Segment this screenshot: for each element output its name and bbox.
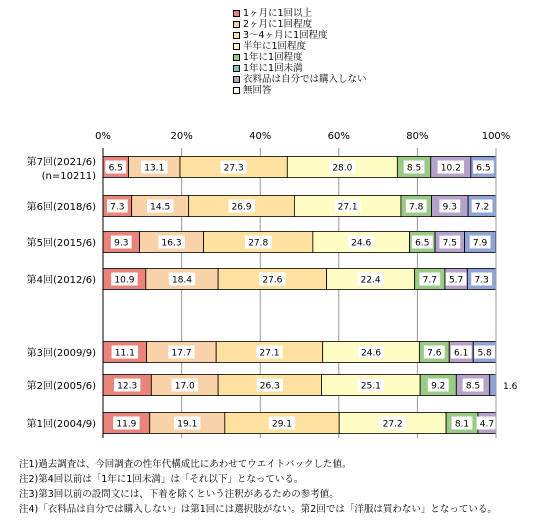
data-label: 26.9: [231, 202, 252, 213]
legend-label: 1ヶ月に1回以上: [243, 8, 313, 19]
data-label: 14.5: [150, 202, 171, 213]
note-3: 注3)第3回以前の設問文には、下着を除くという注釈があるための参考値。: [19, 489, 339, 500]
data-label: 11.9: [116, 419, 137, 430]
data-label: 9.3: [442, 202, 457, 213]
data-label: 5.8: [477, 348, 492, 359]
data-label: 7.7: [422, 275, 437, 286]
data-label: 8.5: [406, 163, 422, 174]
row-label: 第7回(2021/6): [26, 157, 96, 168]
legend-label: 3～4ヶ月に1回程度: [243, 30, 328, 41]
data-label: 12.3: [117, 381, 138, 392]
data-label: 19.1: [177, 419, 198, 430]
footnotes: [19, 457, 497, 517]
data-label: 7.8: [409, 202, 424, 213]
x-tick-label: 100%: [481, 131, 511, 142]
legend-item: [233, 63, 367, 74]
row-label: 第1回(2004/9): [26, 419, 96, 430]
row-label: 第2回(2005/6): [26, 381, 96, 392]
data-label: 8.1: [454, 419, 470, 430]
data-label: 18.4: [171, 275, 193, 286]
legend-swatch: [233, 43, 240, 50]
x-tick-label: 80%: [406, 131, 429, 142]
row-label: 第3回(2009/9): [26, 348, 96, 359]
data-label: 27.3: [223, 163, 244, 174]
data-label: 17.0: [174, 381, 195, 392]
note-4: 注4)「衣料品は自分では購入しない」は第1回には選択肢がない。第2回では「洋服は買わない」となっている。: [19, 504, 497, 515]
chart-legend: [233, 8, 367, 96]
data-label: 4.7: [479, 419, 495, 430]
outside-data-label: 1.6: [503, 382, 518, 392]
data-label: 7.6: [427, 348, 442, 359]
legend-swatch: [233, 10, 240, 17]
legend-item: [233, 19, 367, 30]
legend-item: [233, 8, 367, 19]
data-label: 25.1: [360, 381, 381, 392]
bar-segment: [490, 375, 496, 396]
data-label: 26.3: [259, 381, 280, 392]
legend-swatch: [233, 21, 240, 28]
legend-item: [233, 41, 367, 52]
data-label: 6.5: [476, 163, 491, 174]
data-label: 7.3: [474, 275, 489, 286]
data-label: 24.6: [351, 238, 372, 249]
data-label: 24.6: [361, 348, 382, 359]
legend-label: 1年に1回未満: [243, 63, 303, 74]
legend-label: 2ヶ月に1回程度: [243, 19, 313, 30]
note-1: 注1)過去調査は、今回調査の性年代構成比にあわせてウエイトバックした値。: [19, 459, 352, 470]
data-label: 7.9: [472, 238, 488, 249]
data-label: 28.0: [332, 163, 353, 174]
legend-item: [233, 52, 367, 63]
row-label: 第5回(2015/6): [26, 238, 96, 249]
data-label: 6.5: [415, 238, 430, 249]
legend-swatch: [233, 65, 240, 72]
data-label: 27.6: [262, 275, 283, 286]
legend-swatch: [233, 54, 240, 61]
legend-item: [233, 85, 367, 96]
data-label: 9.3: [114, 238, 129, 249]
data-label: 27.2: [382, 419, 403, 430]
data-label: 6.5: [108, 163, 123, 174]
row-sublabel: (n=10211): [41, 171, 96, 182]
data-label: 10.2: [440, 163, 461, 174]
data-label: 27.1: [337, 202, 358, 213]
legend-swatch: [233, 32, 240, 39]
data-label: 16.3: [161, 238, 182, 249]
x-tick-label: 40%: [249, 131, 272, 142]
data-label: 22.4: [360, 275, 381, 286]
data-label: 10.9: [114, 275, 135, 286]
legend-label: 衣料品は自分では購入しない: [243, 74, 367, 85]
data-label: 9.2: [431, 381, 446, 392]
data-label: 11.1: [114, 348, 135, 359]
legend-item: [233, 30, 367, 41]
legend-label: 無回答: [243, 85, 272, 96]
data-label: 8.5: [465, 381, 481, 392]
data-label: 7.2: [474, 202, 490, 213]
data-label: 29.1: [271, 419, 293, 430]
row-label: 第6回(2018/6): [26, 202, 96, 213]
legend-label: 1年に1回程度: [243, 52, 303, 63]
data-label: 27.1: [259, 348, 280, 359]
row-label: 第4回(2012/6): [26, 275, 96, 286]
x-tick-label: 20%: [170, 131, 193, 142]
data-label: 13.1: [144, 163, 165, 174]
legend-item: [233, 74, 367, 85]
x-tick-label: 60%: [327, 131, 350, 142]
legend-swatch: [233, 76, 240, 83]
data-label: 5.7: [448, 275, 464, 286]
data-label: 7.5: [442, 238, 457, 249]
legend-swatch: [233, 87, 240, 94]
data-label: 17.7: [171, 348, 192, 359]
note-2: 注2)第4回以前は「1年に1回未満」は「それ以下」となっている。: [19, 474, 304, 485]
data-label: 7.3: [110, 202, 125, 213]
data-label: 27.8: [248, 238, 269, 249]
x-tick-label: 0%: [95, 131, 111, 142]
data-label: 6.1: [454, 348, 469, 359]
legend-label: 半年に1回程度: [243, 41, 307, 52]
